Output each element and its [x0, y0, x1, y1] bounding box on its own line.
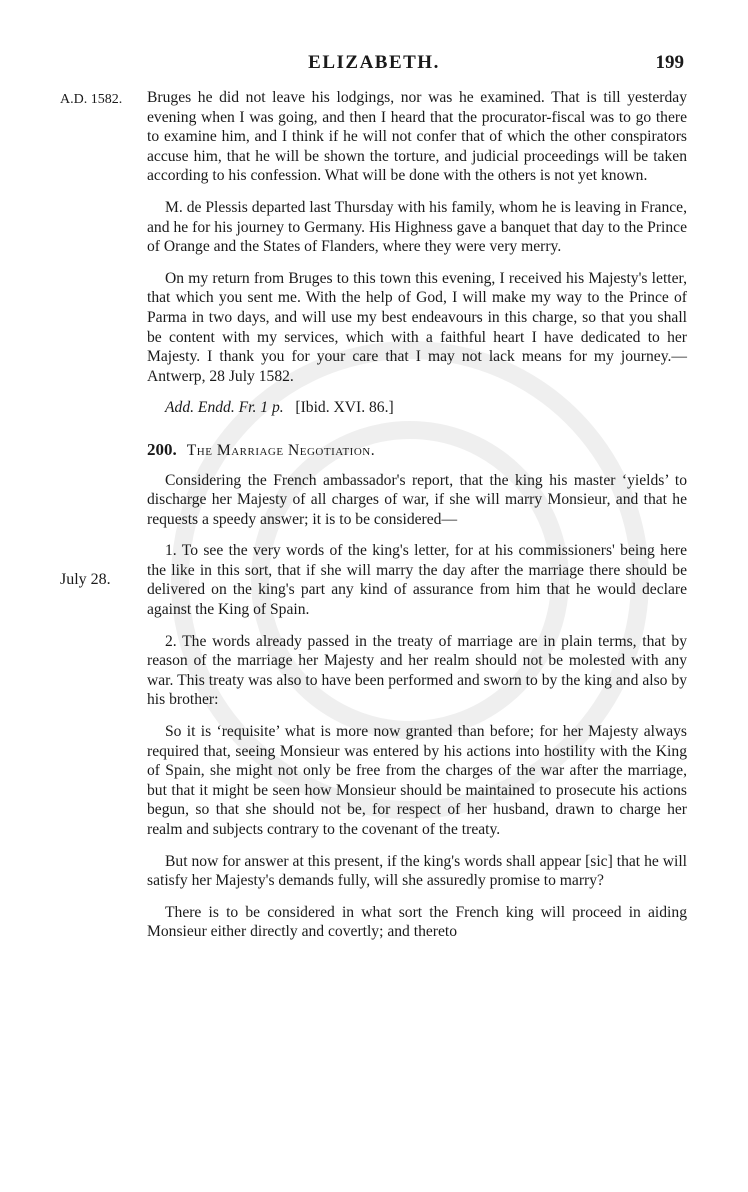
- entry-title: The Marriage Negotiation.: [186, 441, 376, 459]
- entry-item-1: 1. To see the very words of the king's letter, for at his commissioners' being here the like in this sort, that if she will marry the day after the marriage there should be delivered on the king's part any kind of assurance from him that he would declare against the King of Spain.: [147, 542, 687, 619]
- letter-paragraph-2: M. de Plessis departed last Thursday with his family, whom he is leaving in France, and he for his journey to Germany. His Highness gave a banquet that day to the Prince of Orange and the States of Flanders, where they were very merry.: [147, 198, 687, 256]
- entry-paragraph-1: Considering the French ambassador's report, that the king his master ‘yields’ to discharge her Majesty of all charges of war, if she will marry Monsieur, and that he requests a speedy answer; it is to be considered—: [147, 471, 687, 528]
- body-text: [147, 88, 687, 954]
- entry-heading: [147, 440, 687, 461]
- source-note: [165, 398, 687, 418]
- entry-number: 200.: [147, 439, 177, 459]
- margin-year: A.D. 1582.: [60, 92, 123, 107]
- entry-item-2: 2. The words already passed in the treaty of marriage are in plain terms, that by reason of the marriage her Majesty and her realm should not be molested with any war. This treaty was also to have been performed and sworn to by the king and also by his brother:: [147, 632, 687, 709]
- entry-paragraph-4: There is to be considered in what sort the French king will proceed in aiding Monsieur either directly and covertly; and thereto: [147, 903, 687, 941]
- entry-paragraph-2: So it is ‘requisite’ what is more now granted than before; for her Majesty always required that, seeing Monsieur was entered by his actions into hostility with the King of Spain, she might not only be free from the charges of the war after the marriage, but that it might be seen how Monsieur should be maintained to prosecute his actions begun, so that she should not be, for respect of her husband, drawn to charge her realm and subjects contrary to the covenant of the treaty.: [147, 723, 687, 838]
- margin-date: July 28.: [60, 571, 111, 588]
- source-reference: [Ibid. XVI. 86.]: [295, 399, 394, 417]
- page-number: 199: [655, 52, 684, 73]
- letter-paragraph-1: Bruges he did not leave his lodgings, nor was he examined. That is till yesterday evening when I was going, and then I heard that the procurator-fiscal was to go there to examine him, and I think if he will not confer that of which the other conspirators accuse him, that he will be shown the torture, and judicial proceedings will be taken according to his confession. What will be done with the others is not yet known.: [147, 89, 687, 185]
- letter-paragraph-3: On my return from Bruges to this town this evening, I received his Majesty's letter, that which you sent me. With the help of God, I will make my way to the Prince of Parma in two days, and will use my best endeavours in this charge, so that you shall be content with my services, which with a faithful heart I have dedicated to her Majesty. I thank you for your care that I may not lack means for my journey.—Antwerp, 28 July 1582.: [147, 269, 687, 385]
- source-note-text: Add. Endd. Fr. 1 p.: [165, 399, 284, 417]
- running-title: ELIZABETH.: [308, 52, 440, 73]
- entry-paragraph-3: But now for answer at this present, if the king's words shall appear [sic] that he will satisfy her Majesty's demands fully, will she assuredly promise to marry?: [147, 852, 687, 890]
- running-head: [0, 52, 748, 76]
